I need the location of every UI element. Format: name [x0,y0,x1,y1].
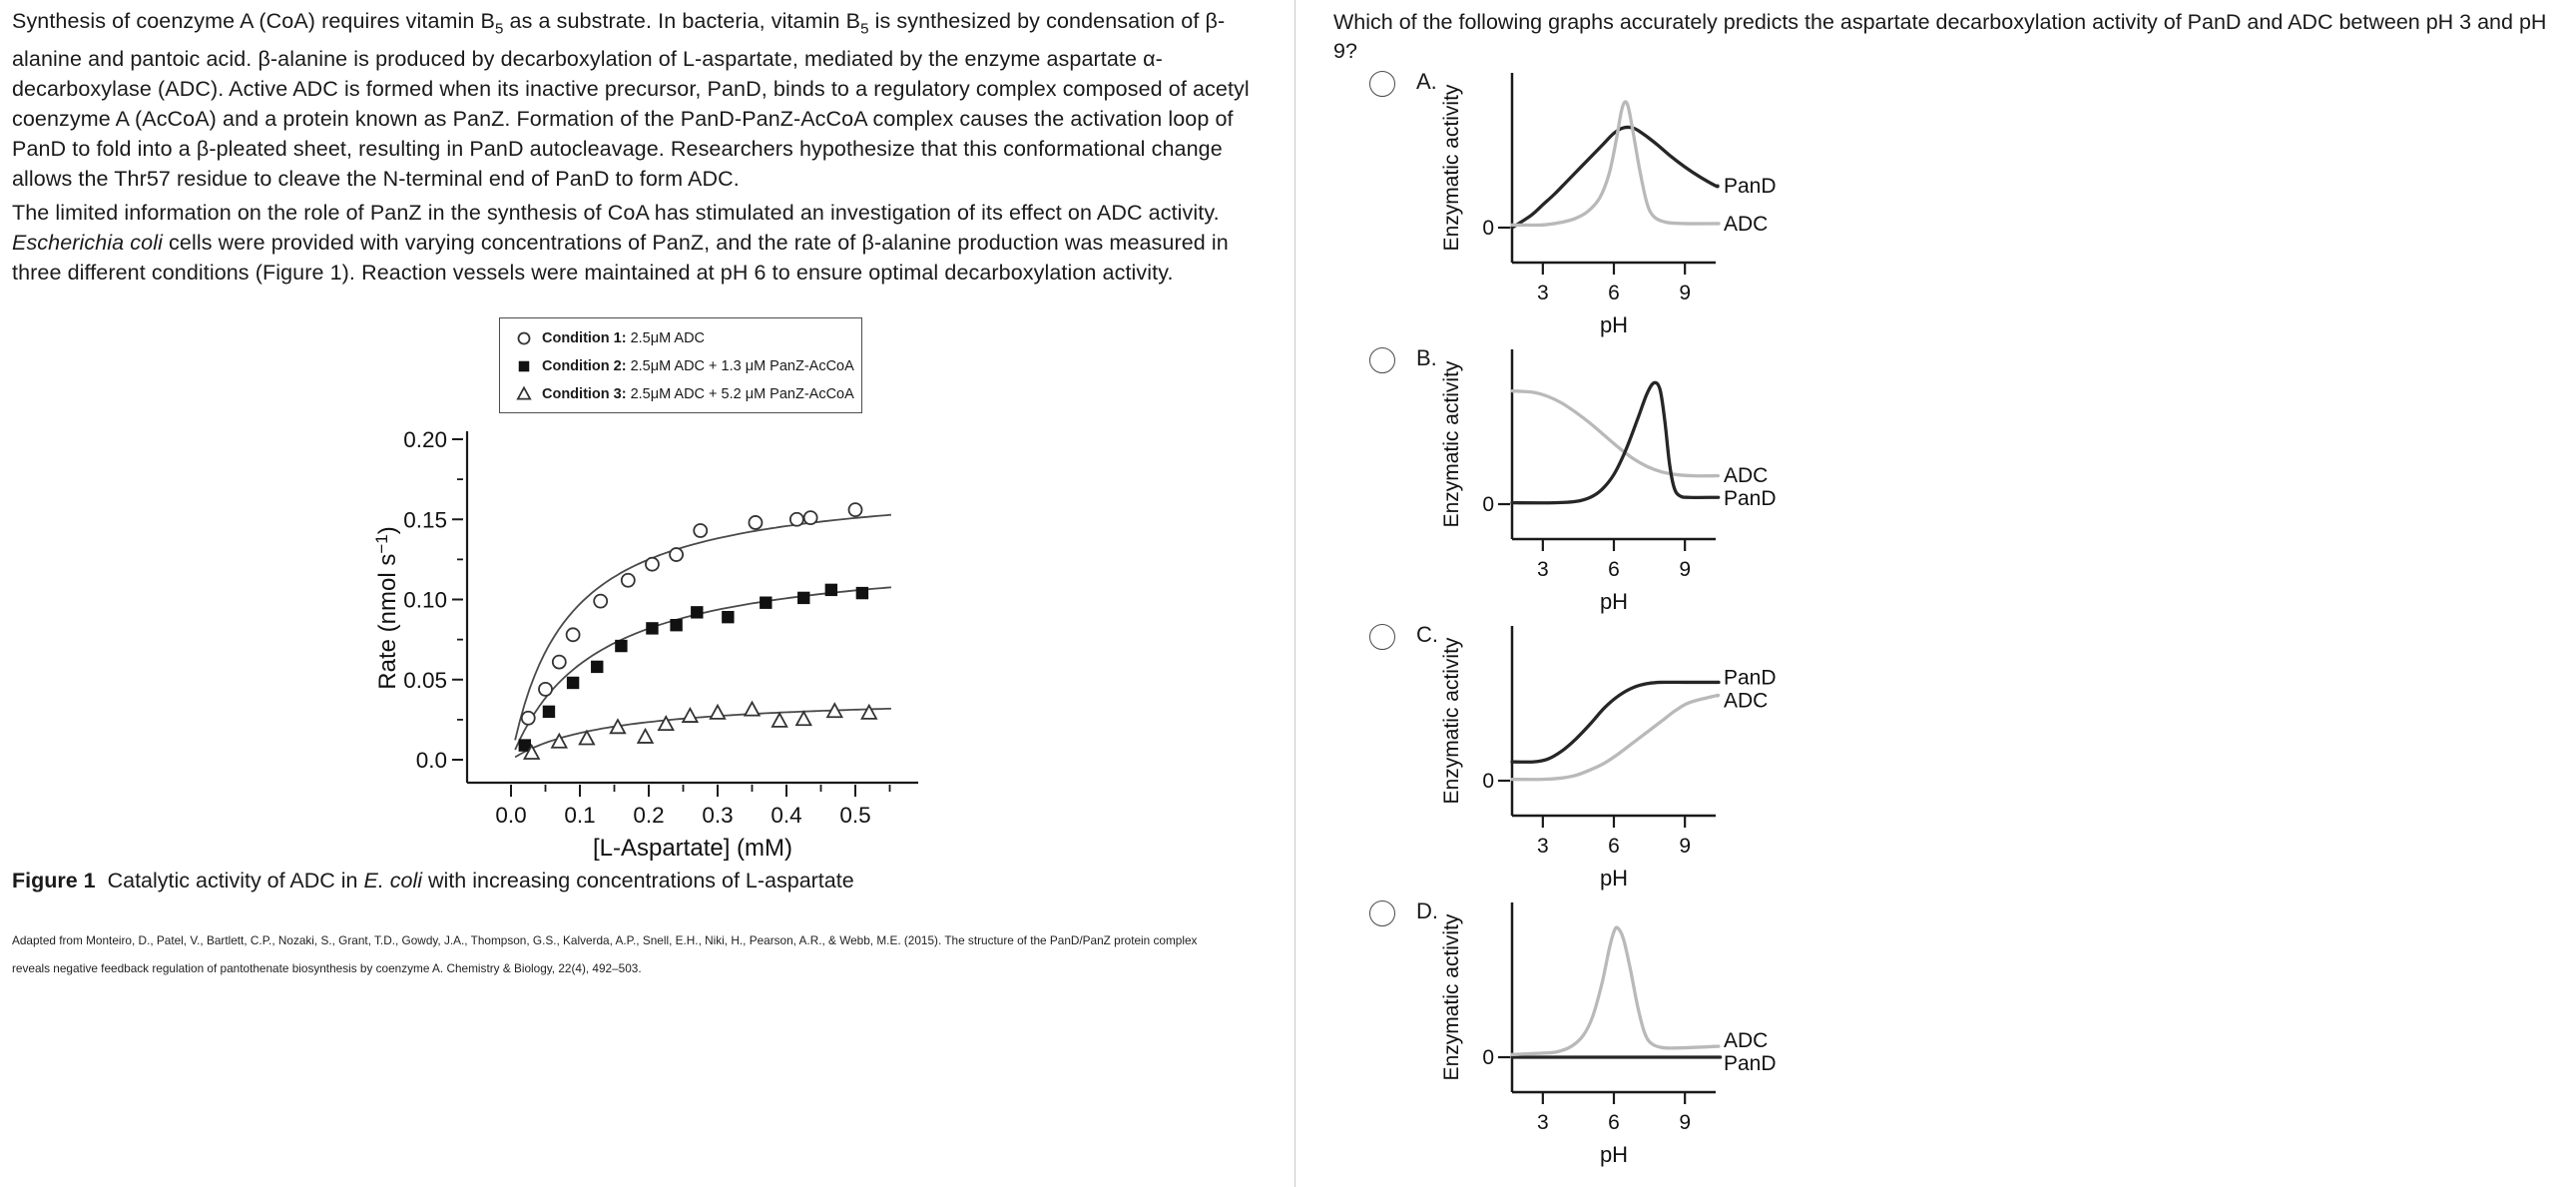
svg-text:ADC: ADC [1724,463,1769,487]
svg-text:3: 3 [1536,558,1549,581]
option-b [1369,334,1878,626]
svg-text:0: 0 [1482,217,1494,240]
figure-legend [499,317,862,413]
svg-text:Enzymatic activity: Enzymatic activity [1440,637,1463,805]
legend-item [500,324,861,352]
svg-text:3: 3 [1536,1111,1549,1134]
option-d-graph [1432,888,1861,1175]
triangle-marker-icon [514,384,534,404]
svg-text:0: 0 [1482,1046,1494,1069]
svg-text:PanD: PanD [1724,666,1777,690]
option-c-letter: C. [1416,622,1438,647]
option-a-letter: A. [1416,69,1437,94]
svg-text:9: 9 [1679,558,1692,581]
passage-paragraph-1: Synthesis of coenzyme A (CoA) requires vitamin $B_5$ as a substrate. In bacteria, vitamin $B_5$ is synthesized by condensation of β-alanine and pantoic acid. β-alanine is produced by decarboxylation of L-aspartate, mediated by the enzyme aspartate α-decarboxylase (ADC). Active ADC is formed when its inactive precursor, PanD, binds to a regulatory complex composed of acetyl coenzyme A (AcCoA) and a protein known as PanZ. Formation of the PanD-PanZ-AcCoA complex causes the activation loop of PanD to fold into a β-pleated sheet, resulting in PanD autocleavage. Researchers hypothesize that this conformational change allows the Thr57 residue to cleave the N-terminal end of PanD to form ADC. [12,9,1250,192]
option-c-radio[interactable] [1369,624,1395,650]
svg-text:6: 6 [1608,835,1620,858]
legend-text: 2.5μM ADC + 1.3 μM PanZ-AcCoA [630,358,854,374]
svg-text:pH: pH [1599,312,1629,337]
svg-text:6: 6 [1608,282,1620,304]
svg-text:3: 3 [1536,282,1549,304]
svg-text:9: 9 [1679,835,1692,858]
svg-text:Enzymatic activity: Enzymatic activity [1440,913,1463,1081]
svg-text:pH: pH [1599,866,1629,890]
svg-text:0.10: 0.10 [403,587,447,613]
svg-text:9: 9 [1679,1111,1692,1134]
figure-citation [12,926,1289,982]
svg-text:0.5: 0.5 [839,803,871,828]
legend-label: Condition 1: [542,330,627,346]
question-text: Which of the following graphs accurately predicts the aspartate decarboxylation activity of PanD and ADC between pH 3 and pH 9? [1333,10,2547,63]
svg-text:0.4: 0.4 [771,803,802,828]
svg-text:pH: pH [1599,589,1629,614]
option-d-radio[interactable] [1369,900,1395,926]
citation-line: Adapted from Monteiro, D., Patel, V., Bartlett, C.P., Nozaki, S., Grant, T.D., Gowdy, J.A., Thompson, G.S., Kalverda, A.P., Snell, E.H., Niki, H., Pearson, A.R., & Webb, M.E. (2015). The structure of the PanD/PanZ protein complex [12,933,1198,947]
option-b-letter: B. [1416,345,1437,370]
legend-label: Condition 2: [542,358,627,374]
svg-text:0: 0 [1482,493,1494,516]
svg-text:9: 9 [1679,282,1692,304]
figure1-chart [367,423,926,863]
svg-text:3: 3 [1536,835,1549,858]
svg-text:0.05: 0.05 [403,667,447,693]
legend-item [500,352,861,380]
svg-text:0.20: 0.20 [403,427,447,452]
svg-text:Enzymatic activity: Enzymatic activity [1440,84,1463,252]
svg-text:6: 6 [1608,558,1620,581]
svg-text:0.3: 0.3 [702,803,734,828]
svg-text:Rate (nmol s−1): Rate (nmol $s^{-1}$) [372,526,401,690]
svg-text:0.0: 0.0 [415,748,447,773]
legend-label: Condition 3: [542,386,627,402]
svg-text:pH: pH [1599,1142,1629,1167]
svg-text:ADC: ADC [1724,212,1769,236]
citation-line: reveals negative feedback regulation of pantothenate biosynthesis by coenzyme A. Chemistry & Biology, 22(4), 492–503. [12,961,642,975]
svg-text:Enzymatic activity: Enzymatic activity [1440,360,1463,528]
option-d [1369,888,1878,1179]
svg-text:0.2: 0.2 [633,803,665,828]
svg-text:0.15: 0.15 [403,507,447,533]
option-d-letter: D. [1416,898,1438,923]
figure-caption: Figure 1 Catalytic activity of ADC in E. coli with increasing concentrations of L-aspartate [12,869,854,892]
option-b-graph [1432,334,1861,622]
svg-text:0: 0 [1482,770,1494,793]
legend-item [500,380,861,408]
pane-divider [1294,0,1295,1187]
svg-text:ADC: ADC [1724,689,1769,713]
circle-marker-icon [514,328,534,348]
svg-text:0.0: 0.0 [495,803,527,828]
option-a [1369,58,1878,349]
option-a-radio[interactable] [1369,71,1395,97]
option-b-radio[interactable] [1369,347,1395,373]
option-c-graph [1432,611,1861,898]
svg-text:PanD: PanD [1724,175,1777,199]
svg-text:PanD: PanD [1724,1052,1777,1076]
legend-text: 2.5μM ADC [630,330,706,346]
svg-text:6: 6 [1608,1111,1620,1134]
legend-text: 2.5μM ADC + 5.2 μM PanZ-AcCoA [630,386,854,402]
svg-text:ADC: ADC [1724,1029,1769,1053]
svg-text:PanD: PanD [1724,486,1777,510]
svg-text:[L-Aspartate] (mM): [L-Aspartate] (mM) [592,835,793,862]
square-marker-icon [514,356,534,376]
option-a-graph [1432,58,1861,345]
passage-paragraph-2: The limited information on the role of PanZ in the synthesis of CoA has stimulated an investigation of its effect on ADC activity. Escherichia coli cells were provided with varying concentrations of PanZ, and the rate of β-alanine production was measured in three different conditions (Figure 1). Reaction vessels were maintained at pH 6 to ensure optimal decarboxylation activity. [12,201,1229,285]
option-c [1369,611,1878,902]
svg-text:0.1: 0.1 [564,803,596,828]
